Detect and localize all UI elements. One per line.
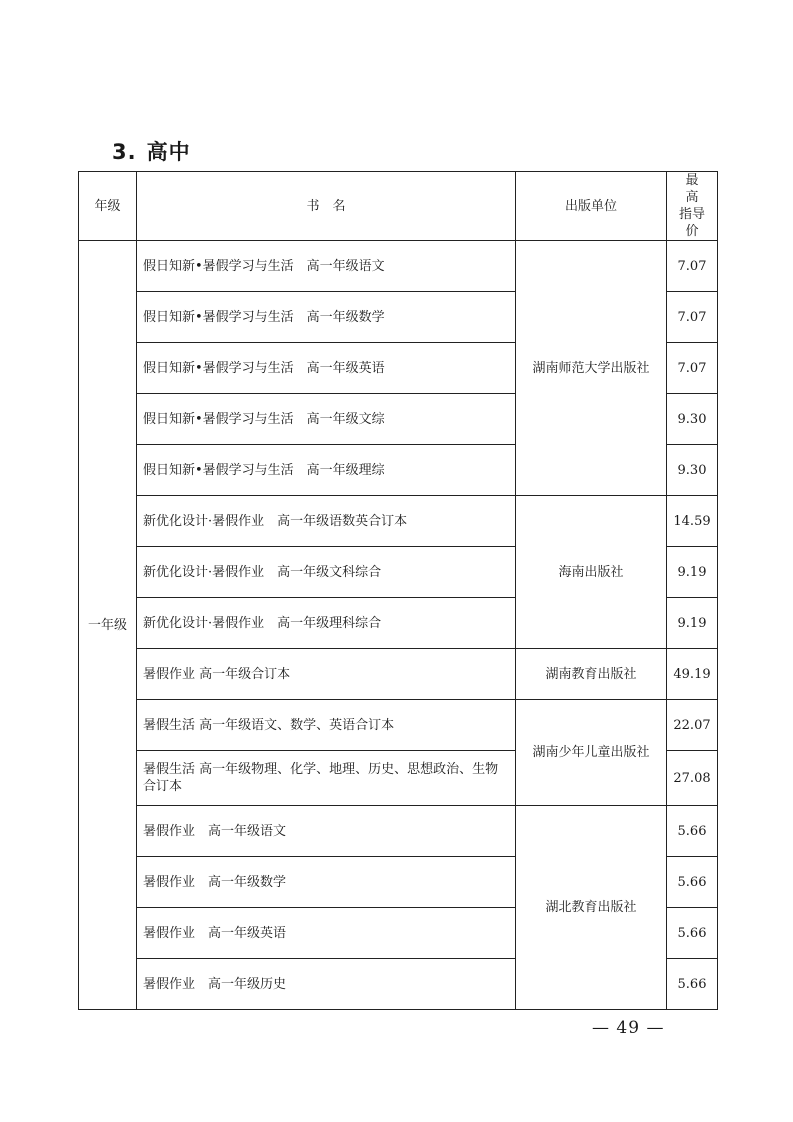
price-cell: 7.07 bbox=[667, 292, 718, 343]
book-title: 新优化设计·暑假作业 高一年级理科综合 bbox=[137, 598, 516, 649]
header-price bbox=[667, 172, 718, 241]
book-title: 假日知新•暑假学习与生活 高一年级文综 bbox=[137, 394, 516, 445]
table-row bbox=[79, 496, 718, 547]
book-title: 暑假生活 高一年级物理、化学、地理、历史、思想政治、生物合订本 bbox=[137, 751, 516, 806]
grade-cell: 一年级 bbox=[79, 241, 137, 1010]
book-title: 暑假作业 高一年级历史 bbox=[137, 959, 516, 1010]
table-row bbox=[79, 700, 718, 751]
header-price-line2: 指导价 bbox=[678, 207, 705, 239]
page-number: — 49 — bbox=[592, 1018, 665, 1038]
price-cell: 14.59 bbox=[667, 496, 718, 547]
book-title: 假日知新•暑假学习与生活 高一年级数学 bbox=[137, 292, 516, 343]
book-title: 暑假作业 高一年级语文 bbox=[137, 806, 516, 857]
section-title: 高中 bbox=[146, 140, 191, 164]
book-title: 假日知新•暑假学习与生活 高一年级英语 bbox=[137, 343, 516, 394]
price-cell: 9.30 bbox=[667, 445, 718, 496]
book-title: 假日知新•暑假学习与生活 高一年级语文 bbox=[137, 241, 516, 292]
price-cell: 5.66 bbox=[667, 806, 718, 857]
table-row bbox=[79, 241, 718, 292]
table-row bbox=[79, 806, 718, 857]
price-cell: 22.07 bbox=[667, 700, 718, 751]
book-title: 暑假作业 高一年级数学 bbox=[137, 857, 516, 908]
price-cell: 49.19 bbox=[667, 649, 718, 700]
price-cell: 5.66 bbox=[667, 959, 718, 1010]
price-cell: 7.07 bbox=[667, 343, 718, 394]
header-grade: 年级 bbox=[79, 172, 137, 241]
section-heading bbox=[112, 136, 191, 166]
price-cell: 9.19 bbox=[667, 547, 718, 598]
price-cell: 9.19 bbox=[667, 598, 718, 649]
price-cell: 7.07 bbox=[667, 241, 718, 292]
book-title: 假日知新•暑假学习与生活 高一年级理综 bbox=[137, 445, 516, 496]
publisher-cell: 湖南教育出版社 bbox=[516, 649, 667, 700]
price-cell: 5.66 bbox=[667, 857, 718, 908]
publisher-cell: 海南出版社 bbox=[516, 496, 667, 649]
price-cell: 27.08 bbox=[667, 751, 718, 806]
book-title: 暑假生活 高一年级语文、数学、英语合订本 bbox=[137, 700, 516, 751]
price-cell: 5.66 bbox=[667, 908, 718, 959]
header-title: 书 名 bbox=[137, 172, 516, 241]
book-title: 暑假作业 高一年级英语 bbox=[137, 908, 516, 959]
publisher-cell: 湖北教育出版社 bbox=[516, 806, 667, 1010]
table-row bbox=[79, 649, 718, 700]
book-price-table bbox=[78, 171, 718, 1010]
book-title: 新优化设计·暑假作业 高一年级语数英合订本 bbox=[137, 496, 516, 547]
section-number: 3. bbox=[112, 140, 137, 164]
header-publisher: 出版单位 bbox=[516, 172, 667, 241]
header-price-line1: 最 高 bbox=[685, 173, 712, 205]
publisher-cell: 湖南少年儿童出版社 bbox=[516, 700, 667, 806]
price-cell: 9.30 bbox=[667, 394, 718, 445]
publisher-cell: 湖南师范大学出版社 bbox=[516, 241, 667, 496]
header-row bbox=[79, 172, 718, 241]
book-title: 暑假作业 高一年级合订本 bbox=[137, 649, 516, 700]
book-title: 新优化设计·暑假作业 高一年级文科综合 bbox=[137, 547, 516, 598]
